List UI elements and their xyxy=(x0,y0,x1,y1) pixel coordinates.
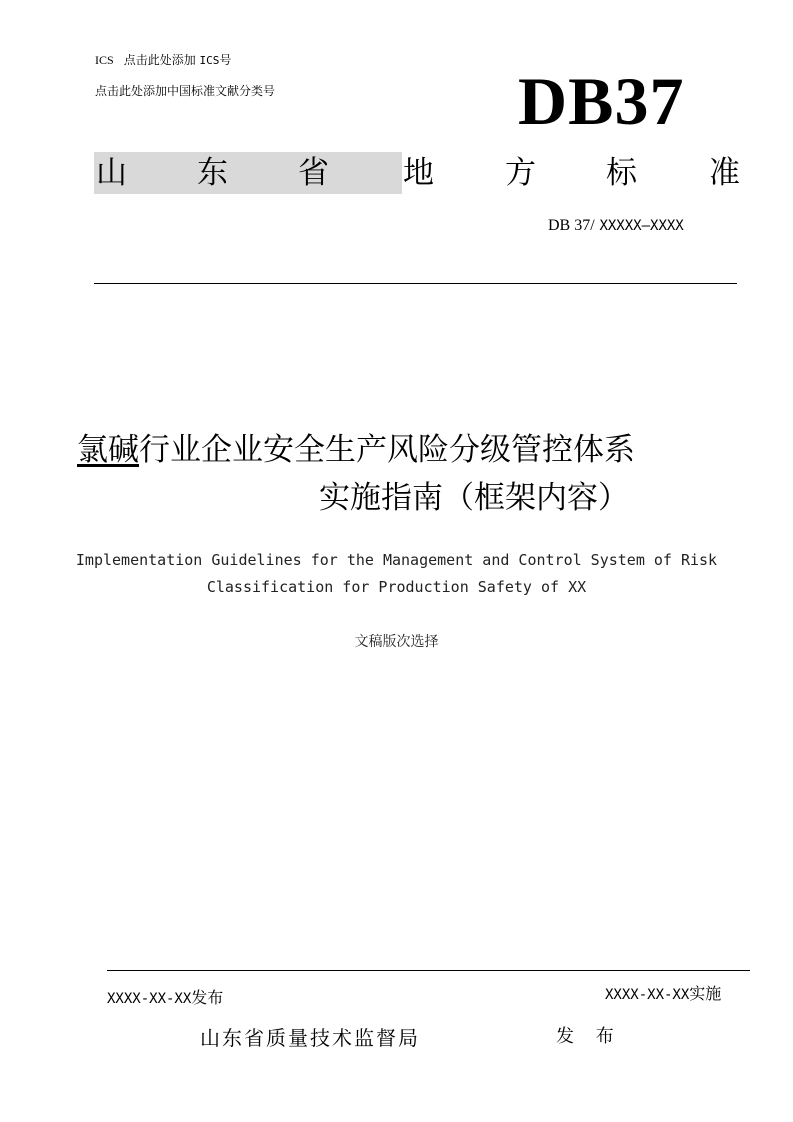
publish-word: 发 布 xyxy=(556,1026,622,1047)
ccs-classification-line[interactable]: 点击此处添加中国标准文献分类号 xyxy=(95,84,276,98)
top-divider xyxy=(94,283,737,284)
ics-text[interactable]: 点击此处添加 xyxy=(123,53,196,67)
bottom-divider xyxy=(107,970,750,971)
implement-date-code: XXXX-XX-XX xyxy=(605,987,690,1003)
standard-number-prefix: DB 37/ xyxy=(548,217,595,234)
title-industry-name: 氯碱 xyxy=(77,432,139,468)
standard-type-char: 东 xyxy=(197,155,228,191)
standard-type-char: 标 xyxy=(606,155,637,191)
title-line1-text: 行业企业安全生产风险分级管控体系 xyxy=(139,432,635,468)
implement-date[interactable] xyxy=(605,981,721,1004)
ics-code[interactable]: ICS xyxy=(199,54,220,67)
publish-date-code: XXXX-XX-XX xyxy=(107,991,192,1007)
ics-label: ICS xyxy=(95,53,114,67)
db-logo: DB37 xyxy=(518,63,685,139)
publish-date[interactable] xyxy=(107,985,223,1008)
english-title-line2[interactable]: Classification for Production Safety of XX xyxy=(206,578,587,596)
standard-number-code: XXXXX—XXXX xyxy=(599,218,684,234)
draft-version-selector[interactable]: 文稿版次选择 xyxy=(354,634,439,650)
implement-label: 实施 xyxy=(689,984,722,1003)
standard-type-char: 准 xyxy=(709,155,740,191)
english-title-line1[interactable]: Implementation Guidelines for the Management and Control System of Risk xyxy=(75,551,718,569)
standard-type-highlight xyxy=(94,152,402,194)
standard-type-char: 地 xyxy=(403,155,434,191)
issuing-authority: 山东省质量技术监督局 xyxy=(200,1026,420,1050)
document-title-line1[interactable] xyxy=(77,428,635,472)
publish-label: 发布 xyxy=(191,988,224,1007)
standard-type-char: 省 xyxy=(298,155,329,191)
standard-type-char: 山 xyxy=(96,155,127,191)
ics-suffix: 号 xyxy=(219,53,232,67)
standard-number[interactable] xyxy=(548,216,684,235)
standard-type-char: 方 xyxy=(505,155,536,191)
ics-line xyxy=(95,51,231,68)
document-title-line2[interactable]: 实施指南（框架内容） xyxy=(319,480,629,516)
